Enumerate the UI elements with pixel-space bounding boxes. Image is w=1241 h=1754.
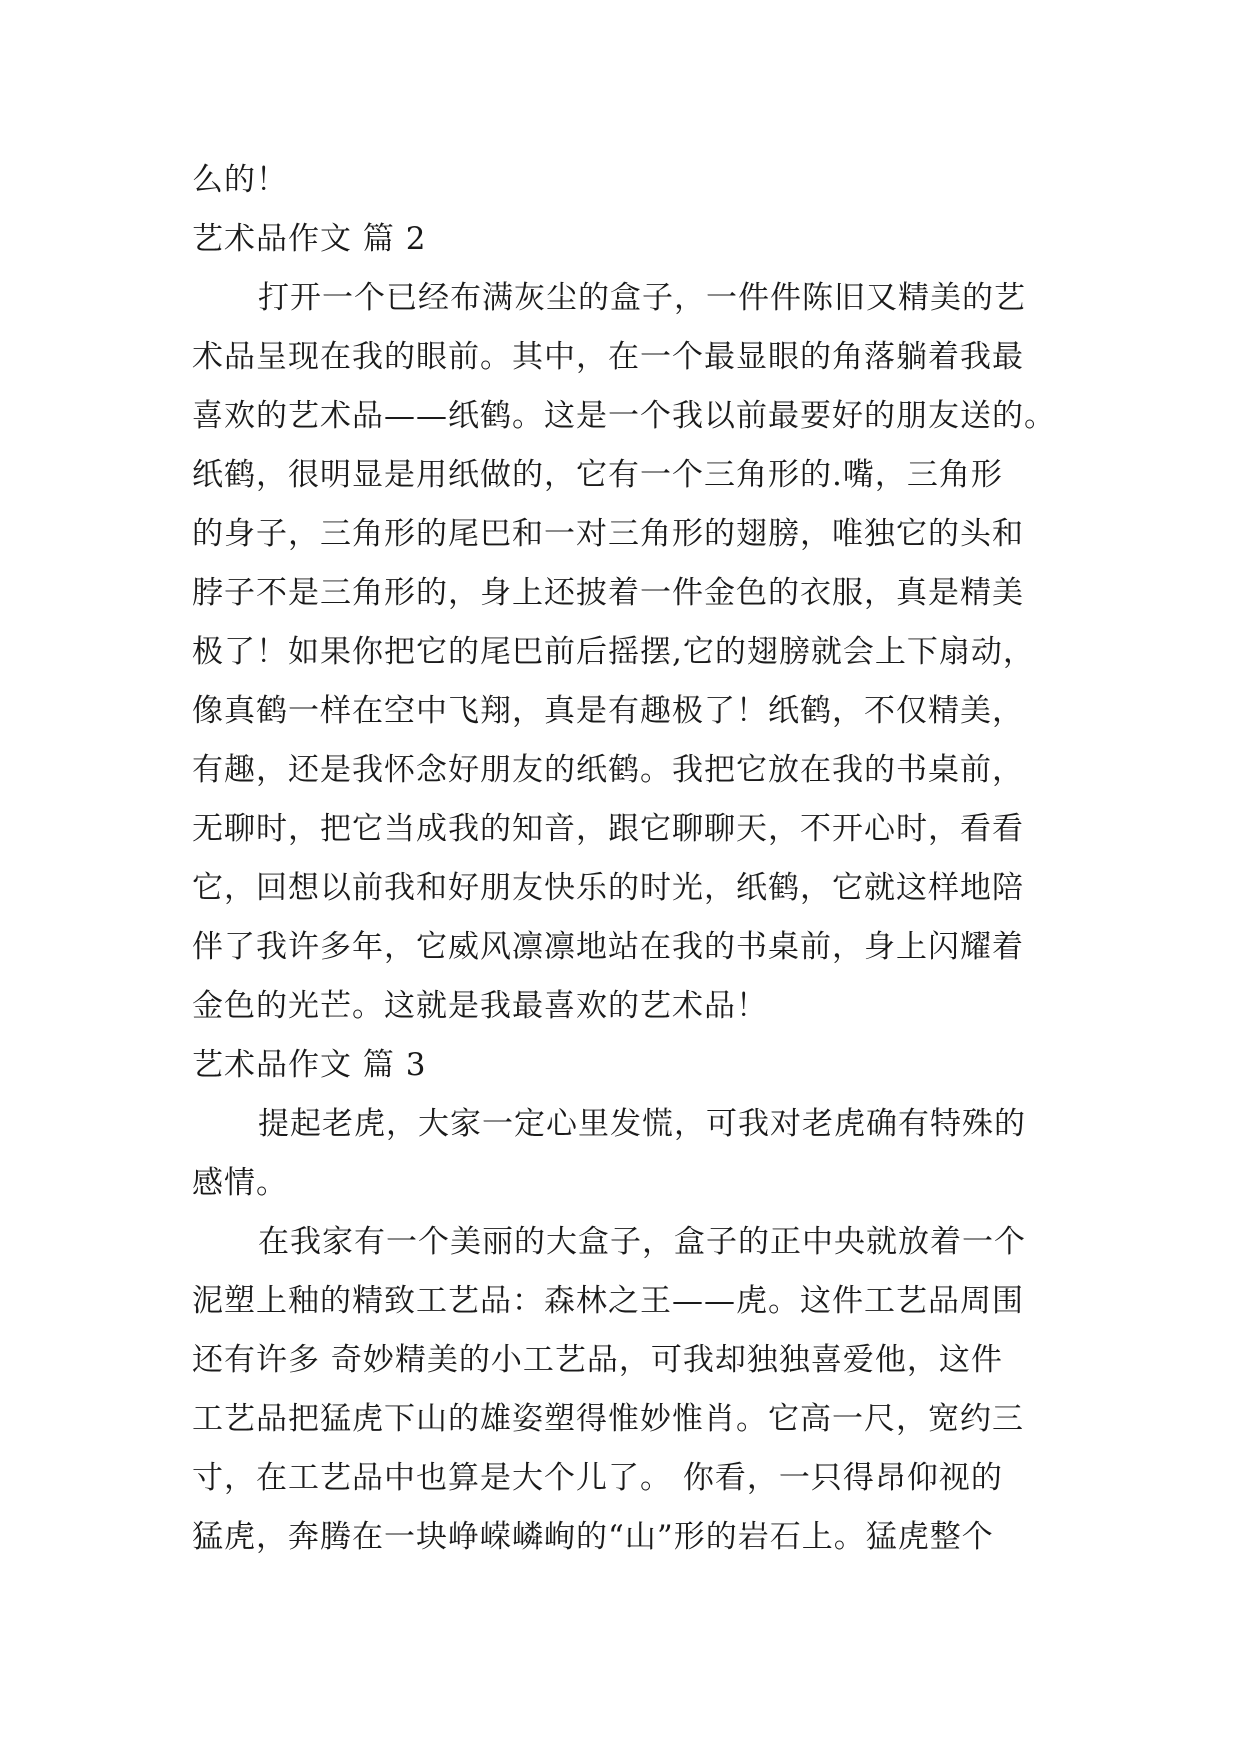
section-heading: 艺术品作文 篇 2 xyxy=(192,221,427,257)
text-line: 么的！ xyxy=(192,162,288,198)
text-line: 伴了我许多年，它威风凛凛地站在我的书桌前，身上闪耀着 xyxy=(192,929,1024,965)
text-line: 感情。 xyxy=(192,1165,288,1201)
text-line: 的身子，三角形的尾巴和一对三角形的翅膀，唯独它的头和 xyxy=(192,516,1024,552)
text-line: 它，回想以前我和好朋友快乐的时光，纸鹤，它就这样地陪 xyxy=(192,870,1024,906)
text-line: 猛虎，奔腾在一块峥嵘嶙峋的“山”形的岩石上。猛虎整个 xyxy=(192,1519,994,1555)
text-line: 术品呈现在我的眼前。其中，在一个最显眼的角落躺着我最 xyxy=(192,339,1024,375)
section-heading: 艺术品作文 篇 3 xyxy=(192,1047,427,1083)
text-line: 有趣，还是我怀念好朋友的纸鹤。我把它放在我的书桌前， xyxy=(192,752,1024,788)
text-line: 泥塑上釉的精致工艺品：森林之王——虎。这件工艺品周围 xyxy=(192,1283,1024,1319)
text-line: 提起老虎，大家一定心里发慌，可我对老虎确有特殊的 xyxy=(258,1106,1026,1142)
text-line: 喜欢的艺术品——纸鹤。这是一个我以前最要好的朋友送的。 xyxy=(192,398,1056,434)
text-line: 脖子不是三角形的，身上还披着一件金色的衣服，真是精美 xyxy=(192,575,1024,611)
text-line: 打开一个已经布满灰尘的盒子，一件件陈旧又精美的艺 xyxy=(258,280,1026,316)
text-line: 纸鹤，很明显是用纸做的，它有一个三角形的.嘴，三角形 xyxy=(192,457,1003,493)
text-line: 在我家有一个美丽的大盒子，盒子的正中央就放着一个 xyxy=(258,1224,1026,1260)
text-line: 寸，在工艺品中也算是大个儿了。 你看，一只得昂仰视的 xyxy=(192,1460,1003,1496)
text-line: 金色的光芒。这就是我最喜欢的艺术品！ xyxy=(192,988,768,1024)
text-line: 极了！如果你把它的尾巴前后摇摆,它的翅膀就会上下扇动， xyxy=(192,634,1035,670)
text-line: 工艺品把猛虎下山的雄姿塑得惟妙惟肖。它高一尺，宽约三 xyxy=(192,1401,1024,1437)
text-line: 像真鹤一样在空中飞翔，真是有趣极了！纸鹤，不仅精美， xyxy=(192,693,1024,729)
text-line: 无聊时，把它当成我的知音，跟它聊聊天，不开心时，看看 xyxy=(192,811,1024,847)
text-line: 还有许多 奇妙精美的小工艺品，可我却独独喜爱他，这件 xyxy=(192,1342,1003,1378)
